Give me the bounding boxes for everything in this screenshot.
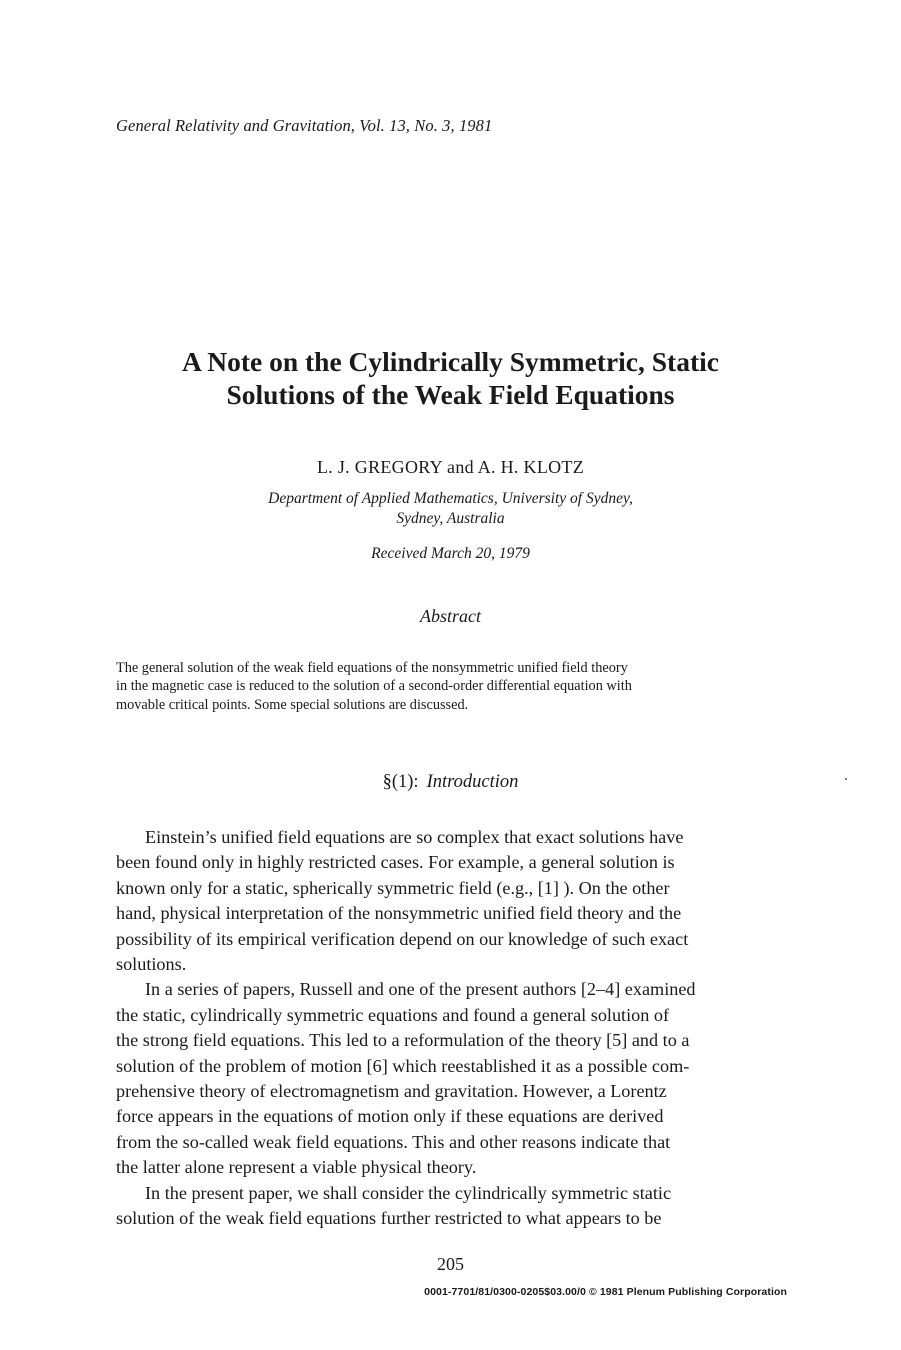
section-title: Introduction <box>426 772 519 792</box>
affiliation-line: Department of Applied Mathematics, University of Sydney, <box>268 490 633 507</box>
body-line: solution of the problem of motion [6] which reestablished it as a possible com- <box>116 1055 690 1076</box>
body-line: possibility of its empirical verification depend on our knowledge of such exact <box>116 928 689 949</box>
title-line: Solutions of the Weak Field Equations <box>226 379 675 410</box>
section-heading <box>0 772 901 793</box>
body-line: In the present paper, we shall consider the cylindrically symmetric static <box>145 1182 672 1203</box>
body-line: force appears in the equations of motion only if these equations are derived <box>116 1106 664 1127</box>
body-line: solutions. <box>116 954 187 975</box>
journal-citation: General Relativity and Gravitation, Vol. 13, No. 3, 1981 <box>116 116 493 135</box>
body-line: solution of the weak field equations further restricted to what appears to be <box>116 1208 662 1229</box>
body-line: the strong field equations. This led to a reformulation of the theory [5] and to a <box>116 1030 690 1051</box>
body-line: the static, cylindrically symmetric equations and found a general solution of <box>116 1004 670 1025</box>
body-line: been found only in highly restricted cases. For example, a general solution is <box>116 852 675 873</box>
affiliation-line: Sydney, Australia <box>396 510 505 527</box>
body-line: hand, physical interpretation of the nonsymmetric unified field theory and the <box>116 903 682 924</box>
abstract-line: in the magnetic case is reduced to the solution of a second-order differential equation with <box>116 678 632 695</box>
copyright-line: 0001-7701/81/0300-0205$03.00/0 © 1981 Plenum Publishing Corporation <box>424 1286 787 1298</box>
body-line: prehensive theory of electromagnetism and gravitation. However, a Lorentz <box>116 1081 667 1102</box>
body-line: the latter alone represent a viable physical theory. <box>116 1157 477 1178</box>
abstract-heading: Abstract <box>420 606 481 626</box>
author-affiliation <box>0 489 901 529</box>
abstract-line: The general solution of the weak field equations of the nonsymmetric unified field theory <box>116 660 628 676</box>
introduction-body <box>116 825 806 1232</box>
body-line: Einstein’s unified field equations are so complex that exact solutions have <box>145 827 684 847</box>
title-line: A Note on the Cylindrically Symmetric, Static <box>182 346 719 377</box>
body-line: In a series of papers, Russell and one of the present authors [2–4] examined <box>145 979 696 1000</box>
abstract-text <box>116 659 796 714</box>
page-number: 205 <box>437 1254 464 1274</box>
article-title <box>0 345 901 411</box>
section-number: §(1): <box>382 772 419 792</box>
scan-artifact-dot <box>845 778 847 780</box>
body-line: known only for a static, spherically symmetric field (e.g., [1] ). On the other <box>116 877 670 898</box>
author-names: L. J. GREGORY and A. H. KLOTZ <box>316 457 585 477</box>
abstract-line: movable critical points. Some special solutions are discussed. <box>116 696 469 713</box>
body-line: from the so-called weak field equations. This and other reasons indicate that <box>116 1131 671 1152</box>
received-date: Received March 20, 1979 <box>371 545 530 562</box>
